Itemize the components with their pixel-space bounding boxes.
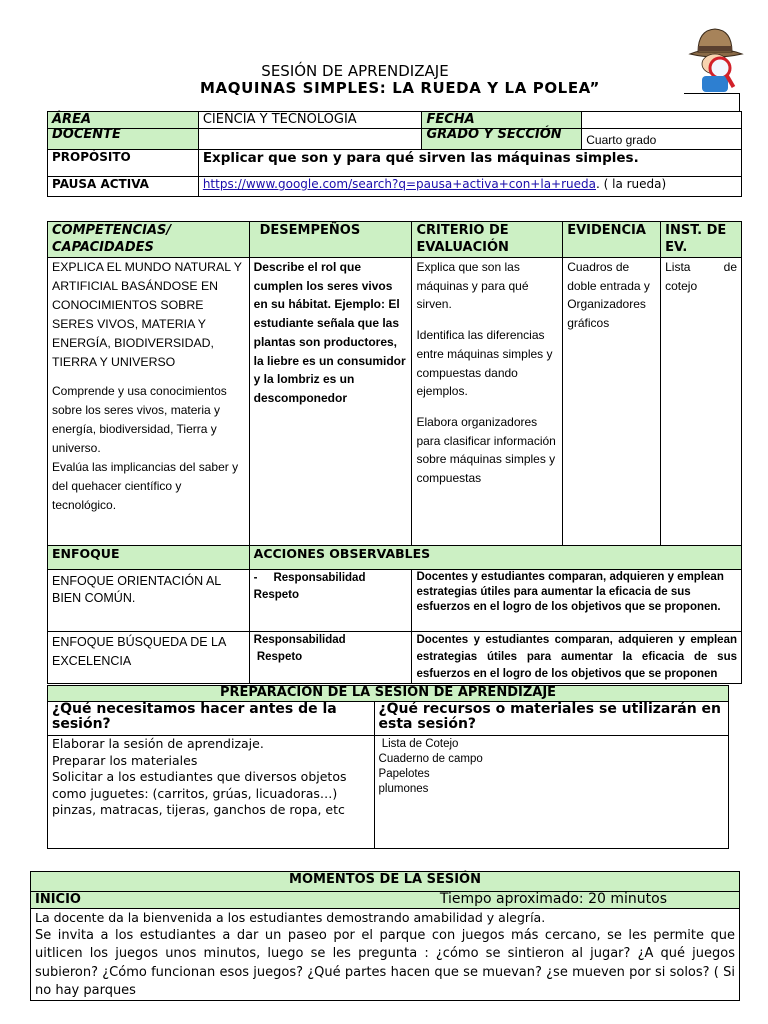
pausa-value xyxy=(198,177,741,197)
header-desempenos: DESEMPEÑOS xyxy=(249,222,412,258)
enfoque-row-2-value-2: Respeto xyxy=(253,651,303,663)
preparacion-right-item-3: Papelotes xyxy=(378,768,430,780)
preparacion-right-item-4: plumones xyxy=(378,783,429,795)
desempeno-cell: Describe el rol que cumplen los seres vivos en su hábitat. Ejemplo: El estudiante señala que las plantas son productores, la liebre es un consumidor y la lombriz es un descomponedor xyxy=(249,258,412,546)
enfoque-row-2-value-1: Responsabilidad xyxy=(253,634,346,646)
header-competencias: COMPETENCIAS/ CAPACIDADES xyxy=(48,222,250,258)
info-table xyxy=(47,111,742,197)
preparacion-right-list xyxy=(374,736,728,849)
criterio-1: Explica que son las máquinas y para qué sirven. xyxy=(416,260,529,312)
header-instrumento: INST. DE EV. xyxy=(661,222,742,258)
preparacion-table xyxy=(47,685,729,849)
enfoque-row-1-values xyxy=(249,570,412,632)
pausa-label: PAUSA ACTIVA xyxy=(48,177,199,197)
enfoque-row-1-actions: Docentes y estudiantes comparan, adquieren y emplean estrategias útiles para aumentar la eficacia de sus esfuerzos en el logro de los objetivos que se proponen. xyxy=(412,570,742,632)
proposito-value: Explicar que son y para qué sirven las máquinas simples. xyxy=(198,150,741,177)
acciones-header: ACCIONES OBSERVABLES xyxy=(249,546,741,570)
enfoque-header: ENFOQUE xyxy=(48,546,250,570)
criterio-3: Elabora organizadores para clasificar información sobre máquinas simples y compuestas xyxy=(416,414,556,486)
enfoque-row-2-name: ENFOQUE BÚSQUEDA DE LA EXCELENCIA xyxy=(48,632,250,684)
inicio-label: INICIO xyxy=(31,892,155,909)
pausa-link[interactable]: https://www.google.com/search?q=pausa+activa+con+la+rueda xyxy=(202,177,596,191)
docente-label: DOCENTE xyxy=(48,129,199,150)
header-criterio: CRITERIO DE EVALUACIÓN xyxy=(412,222,563,258)
competencia-main: EXPLICA EL MUNDO NATURAL Y ARTIFICIAL BASÁNDOSE EN CONOCIMIENTOS SOBRE SERES VIVOS, MATERIA Y ENERGÍA, BIODIVERSIDAD, TIERRA Y UNIVERSO xyxy=(52,260,242,369)
preparacion-left-item-3: Solicitar a los estudiantes que diversos objetos como juguetes: (carritos, grúas, licuadoras…) pinzas, matracas, tijeras, ganchos de ropa, etc xyxy=(52,769,347,817)
proposito-label: PROPÓSITO xyxy=(48,150,199,177)
enfoque-row-2-actions: Docentes y estudiantes comparan, adquieren y emplean estrategias útiles para aumentar la eficacia de sus esfuerzos en el logro de los objetivos que se proponen xyxy=(412,632,742,684)
area-value: CIENCIA Y TECNOLOGIA xyxy=(198,112,422,129)
grado-label: GRADO Y SECCIÓN xyxy=(422,129,582,150)
preparacion-title: PREPARACION DE LA SESION DE APRENDIZAJE xyxy=(48,686,729,702)
evidencia-cell: Cuadros de doble entrada y Organizadores gráficos xyxy=(563,258,661,546)
fecha-label: FECHA xyxy=(422,112,582,129)
inicio-content xyxy=(31,909,740,1001)
preparacion-right-item-1: Lista de Cotejo xyxy=(378,738,459,750)
tiempo-label: Tiempo aproximado: 20 minutos xyxy=(154,892,739,909)
preparacion-left-item-2: Preparar los materiales xyxy=(52,752,198,768)
enfoque-row-2-values xyxy=(249,632,412,684)
competencias-table xyxy=(47,221,742,684)
docente-value[interactable] xyxy=(198,129,422,150)
session-header-line1: SESIÓN DE APRENDIZAJE xyxy=(261,62,449,80)
area-label: ÁREA xyxy=(48,112,199,129)
pausa-suffix: . ( la rueda) xyxy=(596,177,667,191)
momentos-table xyxy=(30,871,740,1001)
preparacion-right-item-2: Cuaderno de campo xyxy=(378,753,483,765)
header-evidencia: EVIDENCIA xyxy=(563,222,661,258)
criterio-cell xyxy=(412,258,563,546)
momentos-title: MOMENTOS DE LA SESIÓN xyxy=(31,872,740,892)
session-title: MAQUINAS SIMPLES: LA RUEDA Y LA POLEA” xyxy=(200,79,600,97)
competencia-cell xyxy=(48,258,250,546)
instrumento-cell: Lista de cotejo xyxy=(661,258,742,546)
preparacion-left-item-1: Elaborar la sesión de aprendizaje. xyxy=(52,736,264,751)
inicio-paragraph: Se invita a los estudiantes a dar un paseo por el parque con juegos más cercano, se les permite que uitlicen los juegos unos minutos, luego se les pregunta : ¿cómo se sintieron al jugar? ¿A qué juegos subieron? ¿Cómo funcionan esos juegos? ¿Qué partes hacen que se muevan? ¿se mueven por si solos? ( Si no hay parques xyxy=(35,928,735,998)
preparacion-left-list xyxy=(48,736,375,849)
enfoque-row-1-value-1: - Responsabilidad xyxy=(253,572,366,584)
competencia-sub: Comprende y usa conocimientos sobre los seres vivos, materia y energía, biodiversidad, Tierra y universo. xyxy=(52,384,227,455)
preparacion-question-left: ¿Qué necesitamos hacer antes de la sesión? xyxy=(48,702,375,736)
grado-value: Cuarto grado xyxy=(582,129,742,150)
fecha-value[interactable] xyxy=(582,112,742,129)
inicio-line-1: La docente da la bienvenida a los estudiantes demostrando amabilidad y alegría. xyxy=(35,910,546,925)
preparacion-question-right: ¿Qué recursos o materiales se utilizarán en esta sesión? xyxy=(374,702,728,736)
criterio-2: Identifica las diferencias entre máquinas simples y compuestas dando ejemplos. xyxy=(416,328,553,399)
competencia-sub2: Evalúa las implicancias del saber y del quehacer científico y tecnológico. xyxy=(52,460,239,512)
enfoque-row-1-value-2: Respeto xyxy=(253,589,300,601)
enfoque-row-1-name: ENFOQUE ORIENTACIÓN AL BIEN COMÚN. xyxy=(48,570,250,632)
